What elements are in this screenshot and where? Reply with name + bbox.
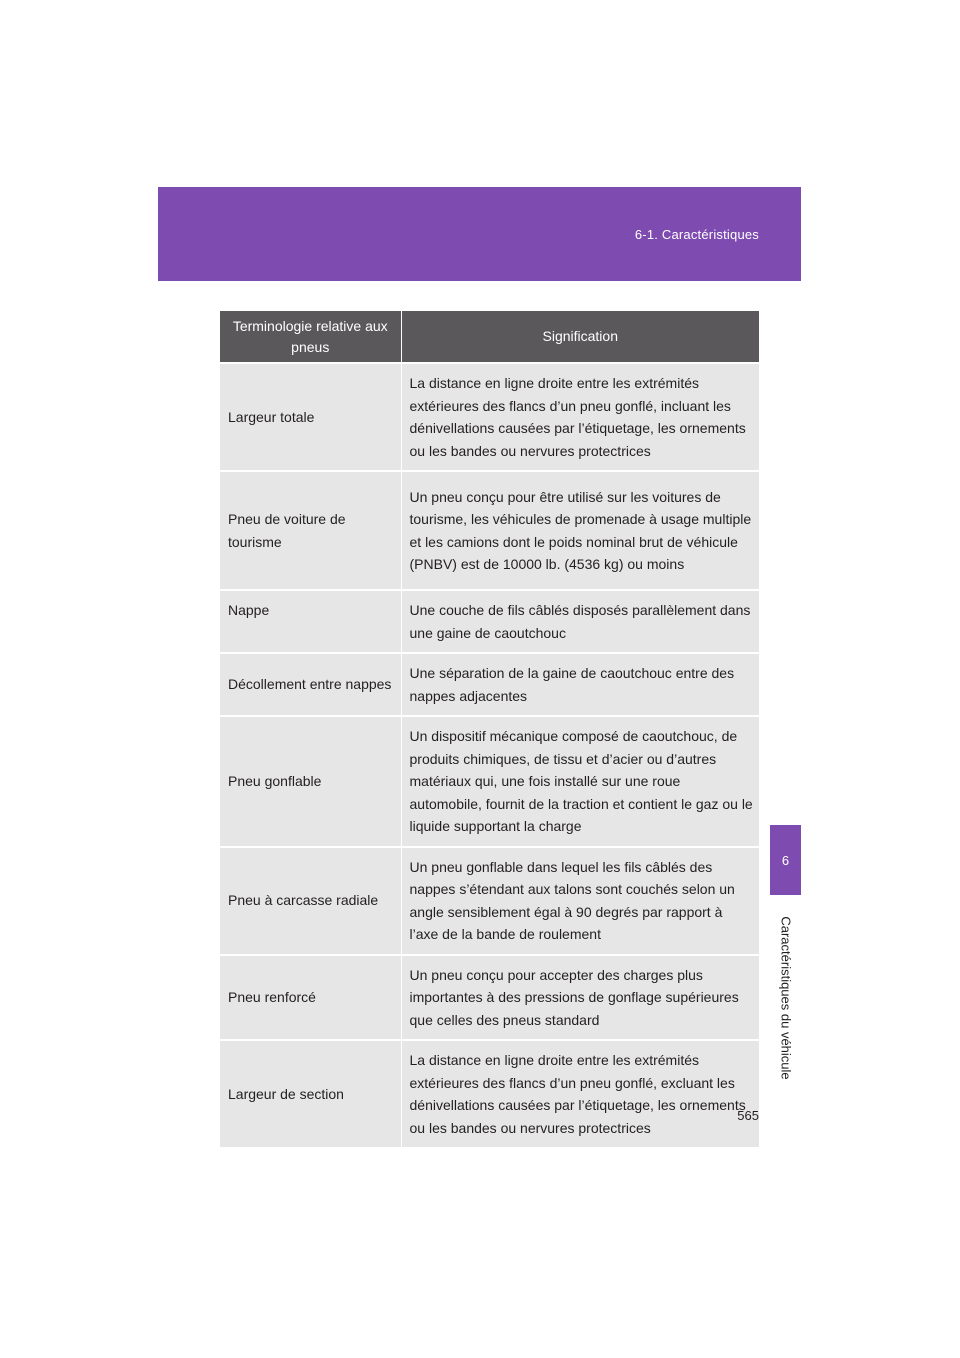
table-row bbox=[220, 471, 759, 590]
page-number: 565 bbox=[737, 1108, 759, 1123]
table-row bbox=[220, 847, 759, 955]
term-cell: Pneu de voiture de tourisme bbox=[220, 471, 401, 590]
meaning-cell: Un pneu conçu pour accepter des charges plus importantes à des pressions de gonflage supérieures que celles des pneus standard bbox=[401, 955, 759, 1041]
term-cell: Décollement entre nappes bbox=[220, 653, 401, 716]
header-band bbox=[158, 187, 801, 281]
table-row bbox=[220, 955, 759, 1041]
table-header-row bbox=[220, 311, 759, 363]
tire-terminology-table bbox=[220, 311, 759, 1147]
table-row bbox=[220, 363, 759, 471]
term-cell: Nappe bbox=[220, 590, 401, 653]
term-cell: Pneu renforcé bbox=[220, 955, 401, 1041]
table-row bbox=[220, 1040, 759, 1147]
chapter-label: Caractéristiques du véhicule bbox=[778, 916, 794, 1080]
chapter-number: 6 bbox=[781, 852, 790, 868]
table-row bbox=[220, 653, 759, 716]
meaning-cell: Un dispositif mécanique composé de caoutchouc, de produits chimiques, de tissu et d’acier ou d’autres matériaux qui, une fois installé sur une roue automobile, fournit de la traction et contient le gaz ou le liquide supportant la charge bbox=[401, 716, 759, 847]
meaning-cell: Un pneu conçu pour être utilisé sur les voitures de tourisme, les véhicules de promenade à usage multiple et les camions dont le poids nominal brut de véhicule (PNBV) est de 10000 lb. (4536 kg) ou moins bbox=[401, 471, 759, 590]
chapter-tab bbox=[770, 825, 801, 895]
header-meaning: Signification bbox=[401, 311, 759, 363]
table-row bbox=[220, 590, 759, 653]
meaning-cell: Une couche de fils câblés disposés parallèlement dans une gaine de caoutchouc bbox=[401, 590, 759, 653]
term-cell: Largeur totale bbox=[220, 363, 401, 471]
meaning-cell: La distance en ligne droite entre les extrémités extérieures des flancs d’un pneu gonflé, incluant les dénivellations causées par l’étiquetage, les ornements ou les bandes ou nervures protectrices bbox=[401, 363, 759, 471]
term-cell: Pneu à carcasse radiale bbox=[220, 847, 401, 955]
meaning-cell: La distance en ligne droite entre les extrémités extérieures des flancs d’un pneu gonflé, excluant les dénivellations causées par l’étiquetage, les ornements ou les bandes ou nervures protectrices bbox=[401, 1040, 759, 1147]
term-cell: Largeur de section bbox=[220, 1040, 401, 1147]
term-cell: Pneu gonflable bbox=[220, 716, 401, 847]
header-terminology: Terminologie relative aux pneus bbox=[220, 311, 401, 363]
section-title: 6-1. Caractéristiques bbox=[634, 227, 759, 242]
meaning-cell: Un pneu gonflable dans lequel les fils câblés des nappes s’étendant aux talons sont couchés selon un angle sensiblement égal à 90 degrés par rapport à l’axe de la bande de roulement bbox=[401, 847, 759, 955]
table-row bbox=[220, 716, 759, 847]
meaning-cell: Une séparation de la gaine de caoutchouc entre des nappes adjacentes bbox=[401, 653, 759, 716]
